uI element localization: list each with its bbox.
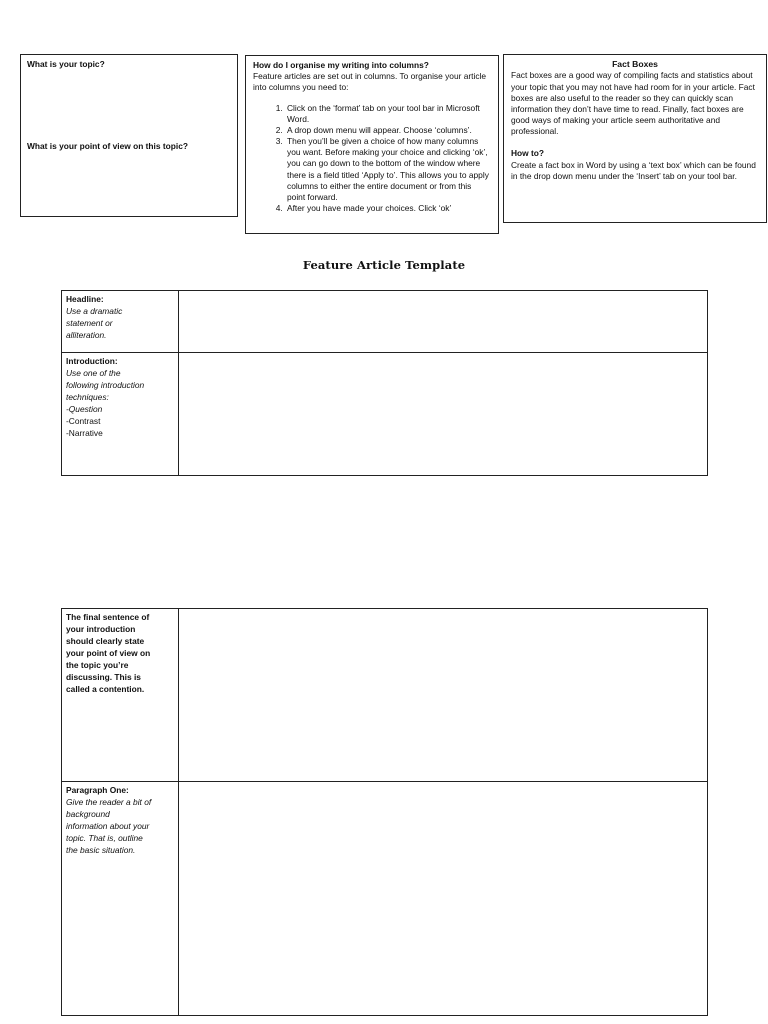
template-table-top [61,290,708,476]
introduction-hint-line: -Contrast [66,416,101,427]
introduction-input-cell[interactable] [179,353,708,476]
table-row [62,353,708,476]
introduction-hint-line: techniques: [66,392,109,403]
headline-input-cell[interactable] [179,291,708,353]
contention-label-line: your introduction [66,624,136,635]
paragraph-one-hint-line: the basic situation. [66,845,136,856]
headline-hint-line: alliteration. [66,330,107,341]
contention-label-line: called a contention. [66,684,145,695]
contention-label-line: should clearly state [66,636,145,647]
columns-steps-list [253,103,491,215]
topic-question: What is your topic? [27,59,105,69]
how-to-heading: How to? [511,148,545,159]
columns-step-1: 1. Click on the ‘format’ tab on your tool bar in Microsoft Word. [285,103,491,125]
columns-step-2: 2. A drop down menu will appear. Choose ‘columns’. [285,125,491,136]
paragraph-one-input-cell[interactable] [179,782,708,1016]
paragraph-one-hint-line: topic. That is, outline [66,833,143,844]
contention-label-line: your point of view on [66,648,151,659]
introduction-label-cell [62,353,179,476]
paragraph-one-hint-line: Give the reader a bit of [66,797,152,808]
topic-box [20,54,238,217]
paragraph-one-hint-line: background [66,809,110,820]
headline-label-cell [62,291,179,353]
introduction-label: Introduction: [66,356,118,366]
introduction-hint-line: -Narrative [66,428,103,439]
document-title: Feature Article Template [302,258,466,272]
introduction-hint-line: following introduction [66,380,145,391]
introduction-hint-line: -Question [66,404,103,415]
columns-intro: Feature articles are set out in columns. To organise your article into columns you need to: [253,71,487,93]
contention-label-cell [62,609,179,782]
headline-label: Headline: [66,294,104,304]
contention-label-line: The final sentence of [66,612,150,622]
fact-boxes-body: Fact boxes are a good way of compiling facts and statistics about your topic that you may not have had room for in your article. Fact boxes are also useful to the reader so they can quickly scan information they don’t have time to read. Finally, fact boxes are good ways of making your article seem authoritative and professional. [511,70,755,137]
paragraph-one-hint-line: information about your [66,821,150,832]
paragraph-one-label-cell [62,782,179,1016]
columns-step-4: 4. After you have made your choices. Click ‘ok’ [285,203,491,214]
contention-label-line: discussing. This is [66,672,141,683]
how-to-body: Create a fact box in Word by using a ‘text box’ which can be found in the drop down menu under the ‘Insert’ tab on your tool bar. [511,159,756,181]
columns-instructions-box [245,55,499,234]
point-of-view-question: What is your point of view on this topic? [27,141,188,151]
headline-hint-line: Use a dramatic [66,306,123,317]
headline-hint-line: statement or [66,318,113,329]
table-row [62,609,708,782]
fact-boxes-box [503,54,767,223]
columns-heading: How do I organise my writing into columns? [253,60,429,70]
paragraph-one-label: Paragraph One: [66,785,129,795]
template-table-bottom [61,608,708,1016]
contention-label-line: the topic you’re [66,660,129,671]
table-row [62,291,708,353]
table-row [62,782,708,1016]
fact-boxes-title: Fact Boxes [612,59,658,69]
columns-step-3: 3. Then you’ll be given a choice of how many columns you want. Before making your choice and clicking ‘ok’, you can go down to the bottom of the window where there is a field titled ‘Apply to’. This allows you to apply columns to either the entire document or from this point forward. [285,136,491,203]
contention-input-cell[interactable] [179,609,708,782]
introduction-hint-line: Use one of the [66,368,121,379]
